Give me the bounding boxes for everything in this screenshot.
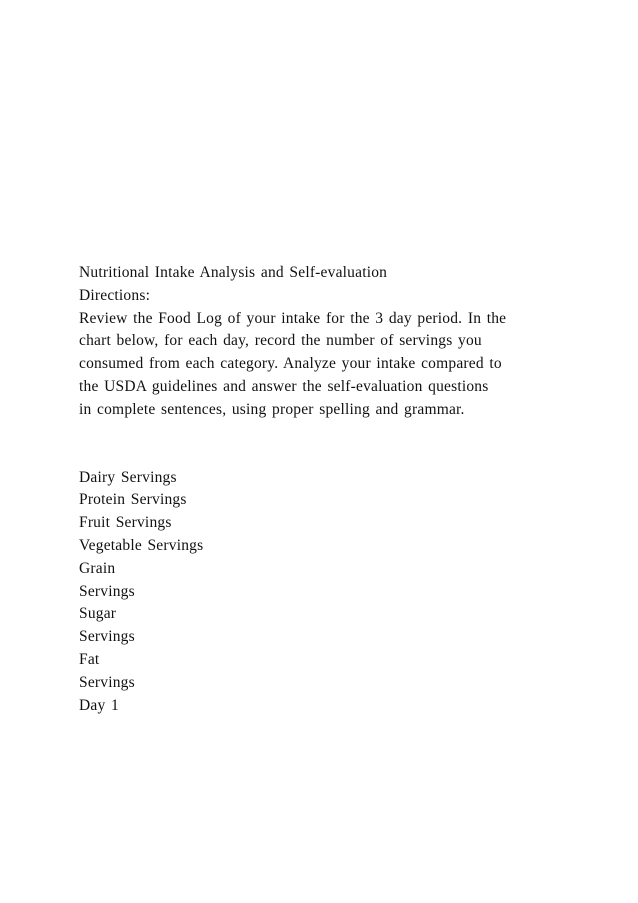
chart-label-grain: Grain — [79, 559, 116, 577]
chart-label-fruit: Fruit Servings — [79, 514, 172, 532]
chart-header-list — [79, 467, 579, 718]
document-body — [79, 262, 579, 717]
directions-line: chart below, for each day, record the number of servings you — [79, 332, 482, 350]
chart-label-dairy: Dairy Servings — [79, 468, 177, 486]
chart-label-day-1: Day 1 — [79, 696, 119, 714]
directions-line: the USDA guidelines and answer the self-evaluation questions — [79, 377, 489, 395]
chart-label-protein: Protein Servings — [79, 491, 187, 509]
directions-heading: Directions: — [79, 286, 151, 304]
directions-paragraph — [79, 308, 579, 422]
chart-label-fat-servings: Servings — [79, 673, 135, 691]
chart-label-fat: Fat — [79, 650, 100, 668]
chart-label-vegetable: Vegetable Servings — [79, 536, 204, 554]
directions-line: Review the Food Log of your intake for the 3 day period. In the — [79, 309, 507, 327]
directions-line: consumed from each category. Analyze your intake compared to — [79, 355, 502, 373]
chart-label-sugar-servings: Servings — [79, 628, 135, 646]
chart-label-sugar: Sugar — [79, 605, 117, 623]
document-title: Nutritional Intake Analysis and Self-evaluation — [79, 264, 388, 281]
paragraph-spacer — [79, 422, 579, 467]
directions-line: in complete sentences, using proper spelling and grammar. — [79, 400, 465, 418]
chart-label-grain-servings: Servings — [79, 582, 135, 600]
